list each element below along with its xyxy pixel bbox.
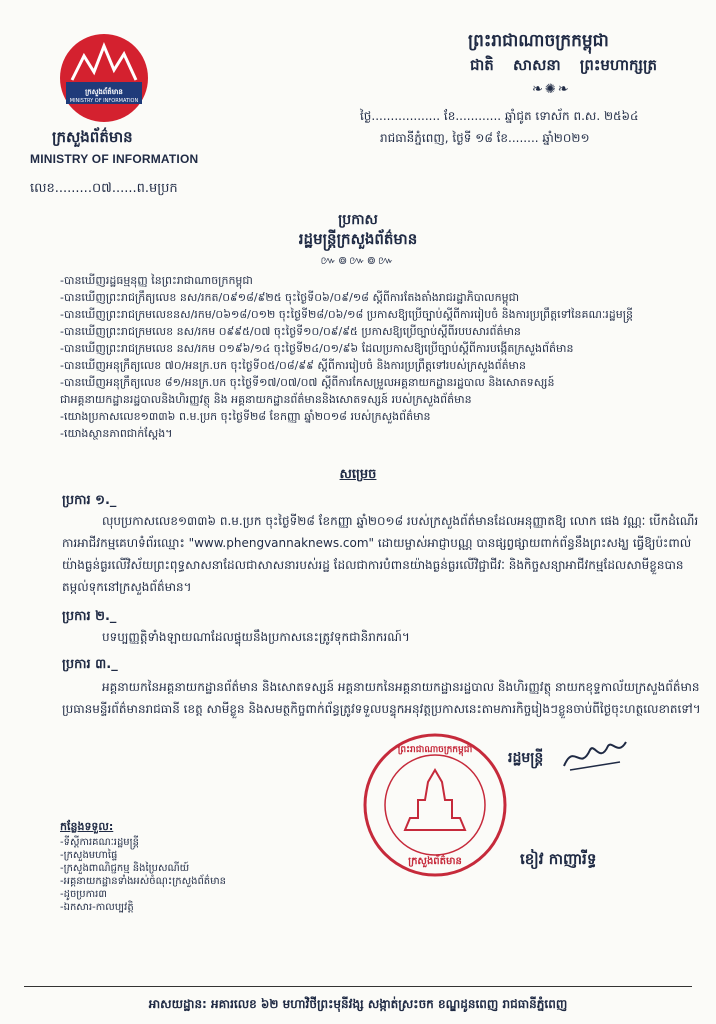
title-ornament: ៚៙៚៙៚ — [320, 254, 396, 267]
kingdom-heading: ព្រះរាជាណាចក្រកម្ពុជា — [468, 31, 609, 51]
footer-address: អាសយដ្ឋាន: អគារលេខ ៦២ មហាវិថីព្រះមុនីវង្ស សង្កាត់ស្រះចក ខណ្ឌដូនពេញ រាជធានីភ្នំពេញ — [148, 997, 568, 1011]
article-1-body: លុបប្រកាសលេខ១៣៣៦ ព.ម.ប្រក ចុះថ្ងៃទី២៨ ខែកញ្ញា ឆ្នាំ២០១៨ របស់ក្រសួងព័ត៌មានដែលអនុញ្ញាតឱ្យ លោក ផេង វណ្ណៈ បើកដំណើរការអាជីវកម្មគេហទំព័រឈ្មោះ "www.phengvannaknews.com" ដោយម្ចាស់អាជ្ញាបណ្ណ បានផ្សព្វផ្សាយពាក់ព័ន្ធនឹងព្រះសង្ឃ ធ្វើឱ្យប៉ះពាល់យ៉ាងធ្ងន់ធ្ងរលើវិស័យព្រះពុទ្ធសាសនាដែលជាសាសនារបស់រដ្ឋ ដែលជាការបំពានយ៉ាងធ្ងន់ធ្ងរលើវិជ្ជាជីវៈ និងកិច្ចសន្យាអាជីវកម្មដែលសាមីខ្លួនបានតម្កល់ទុកនៅក្រសួងព័ត៌មាន។ — [62, 514, 699, 594]
signatory-name: ខៀវ កាញារីទ្ធ — [520, 850, 597, 868]
decision-heading: សម្រេច — [339, 467, 377, 482]
ministry-logo — [58, 32, 150, 124]
reference-item: -បានឃើញរដ្ឋធម្មនុញ្ញ នៃព្រះរាជាណាចក្រកម្ពុជា — [60, 274, 253, 287]
article-1-text — [62, 510, 702, 598]
recipients-label: កន្លែងទទួល: — [60, 820, 114, 833]
article-3-body: អគ្គនាយកនៃអគ្គនាយកដ្ឋានព័ត៌មាន និងសោតទស្សន៍ អគ្គនាយកនៃអគ្គនាយកដ្ឋានរដ្ឋបាល និងហិរញ្ញវត្ថុ នាយកខុទ្ទកាល័យក្រសួងព័ត៌មាន ប្រធានមន្ទីរព័ត៌មានរាជធានី ខេត្ត សាមីខ្លួន និងសមត្ថកិច្ចពាក់ព័ន្ធត្រូវទទួលបន្ទុកអនុវត្តប្រកាសនេះតាមភារកិច្ចរៀងៗខ្លួនចាប់ពីថ្ងៃចុះហត្ថលេខាតទៅ។ — [62, 680, 701, 716]
reference-item: -បានឃើញព្រះរាជក្រមលេខ នស/រកម ០១៩៦/១៤ ចុះថ្ងៃទី២៤/០១/៩៦ ដែលប្រកាសឱ្យប្រើច្បាប់ស្តីពីការបង្កើតក្រសួងព័ត៌មាន — [60, 342, 574, 355]
reference-number: លេខ.........០៧......ព.មប្រក — [30, 181, 178, 196]
recipient-item: -ក្រសួងពាណិជ្ជកម្ម និងប្រៃសណីយ៍ — [60, 863, 190, 874]
ornament-divider: ❧✺❧ — [532, 82, 571, 97]
seal-bottom-text: ក្រសួងព័ត៌មាន — [408, 856, 462, 867]
article-2-label: ប្រការ ២._ — [62, 609, 117, 624]
recipients-list — [60, 836, 226, 914]
logo-text-en: MINISTRY OF INFORMATION — [69, 98, 139, 104]
handwritten-signature — [560, 736, 630, 776]
footer-divider — [24, 986, 692, 987]
document-issuer: រដ្ឋមន្ត្រីក្រសួងព័ត៌មាន — [298, 230, 418, 248]
recipient-item: -ទីស្តីការគណៈរដ្ឋមន្ត្រី — [60, 837, 139, 848]
logo-text-kh: ក្រសួងព័ត៌មាន — [85, 88, 123, 96]
recipient-item: -ដូចប្រការ៣ — [60, 889, 107, 900]
reference-item: -បានឃើញអនុក្រឹត្យលេខ ៨១/អនក្រ.បក ចុះថ្ងៃទី១៧/០៧/០៧ ស្តីពីការកែសម្រួលអគ្គនាយកដ្ឋានរដ្ឋបាល និងសោតទស្សន៍ — [60, 376, 555, 389]
seal-top-text: ព្រះរាជាណាចក្រកម្ពុជា — [397, 745, 473, 755]
reference-item: -បានឃើញព្រះរាជក្រមលេខ នស/រកម ០៩៩៥/០៧ ចុះថ្ងៃទី១០/០៩/៩៥ ប្រកាសឱ្យប្រើច្បាប់ស្តីពីរបបសារព័ត៌មាន — [60, 325, 521, 338]
reference-item: -បានឃើញព្រះរាជក្រឹត្យលេខ នស/រកត/០៩១៨/៩២៥ ចុះថ្ងៃទី០៦/០៩/១៨ ស្តីពីការតែងតាំងរាជរដ្ឋាភិបាលកម្ពុជា — [60, 291, 520, 304]
article-1-label: ប្រការ ១._ — [62, 493, 117, 508]
signatory-title: រដ្ឋមន្ត្រី — [508, 750, 544, 766]
document-type: ប្រកាស — [338, 212, 378, 228]
recipient-item: -ឯកសារ-កាលប្បវត្តិ — [60, 902, 134, 913]
solar-date: រាជធានីភ្នំពេញ, ថ្ងៃទី ១៨ ខែ........ ឆ្នាំ២០២១ — [380, 131, 590, 145]
official-seal — [360, 730, 510, 880]
article-2-text — [62, 626, 702, 648]
reference-item: -យោងស្ថានភាពជាក់ស្តែង។ — [60, 427, 173, 440]
reference-item: ជាអគ្គនាយកដ្ឋានរដ្ឋបាលនិងហិរញ្ញវត្ថុ និង អគ្គនាយកដ្ឋានព័ត៌មាននិងសោតទស្សន៍ របស់ក្រសួងព័ត៌មាន — [60, 393, 472, 406]
lunar-date: ថ្ងៃ.................. ខែ............ ឆ្នាំជូត ទោស័ក ព.ស. ២៥៦៤ — [360, 109, 639, 123]
ministry-name-en: MINISTRY OF INFORMATION — [30, 152, 199, 166]
reference-item: -បានឃើញអនុក្រឹត្យលេខ ៧០/អនក្រ.បក ចុះថ្ងៃទី០៥/០៨/៩៩ ស្តីពីការរៀបចំ និងការប្រព្រឹត្តទៅរបស់ក្រសួងព័ត៌មាន — [60, 359, 527, 372]
article-2-body: បទប្បញ្ញត្តិទាំងឡាយណាដែលផ្ទុយនឹងប្រកាសនេះត្រូវទុកជានិរាករណ៍។ — [102, 630, 410, 644]
article-3-label: ប្រការ ៣._ — [62, 657, 118, 672]
ministry-name-kh: ក្រសួងព័ត៌មាន — [52, 128, 133, 146]
national-motto: ជាតិ សាសនា ព្រះមហាក្សត្រ — [470, 56, 657, 74]
reference-item: -បានឃើញព្រះរាជក្រមលេខនស/រកម/០៦១៨/០១២ ចុះថ្ងៃទី២៨/០៦/១៨ ប្រកាសឱ្យប្រើច្បាប់ស្តីពីការរៀបចំ និងការប្រព្រឹត្តទៅនៃគណៈរដ្ឋមន្ត្រី — [60, 308, 634, 321]
legal-references — [60, 272, 700, 442]
recipient-item: -ក្រសួងមហាផ្ទៃ — [60, 850, 118, 861]
recipient-item: -អគ្គនាយកដ្ឋានទាំងអស់ចំណុះក្រសួងព័ត៌មាន — [60, 876, 227, 887]
reference-item: -យោងប្រកាសលេខ១៣៣៦ ព.ម.ប្រក ចុះថ្ងៃទី២៨ ខែកញ្ញា ឆ្នាំ២០១៨ របស់ក្រសួងព័ត៌មាន — [60, 410, 431, 423]
